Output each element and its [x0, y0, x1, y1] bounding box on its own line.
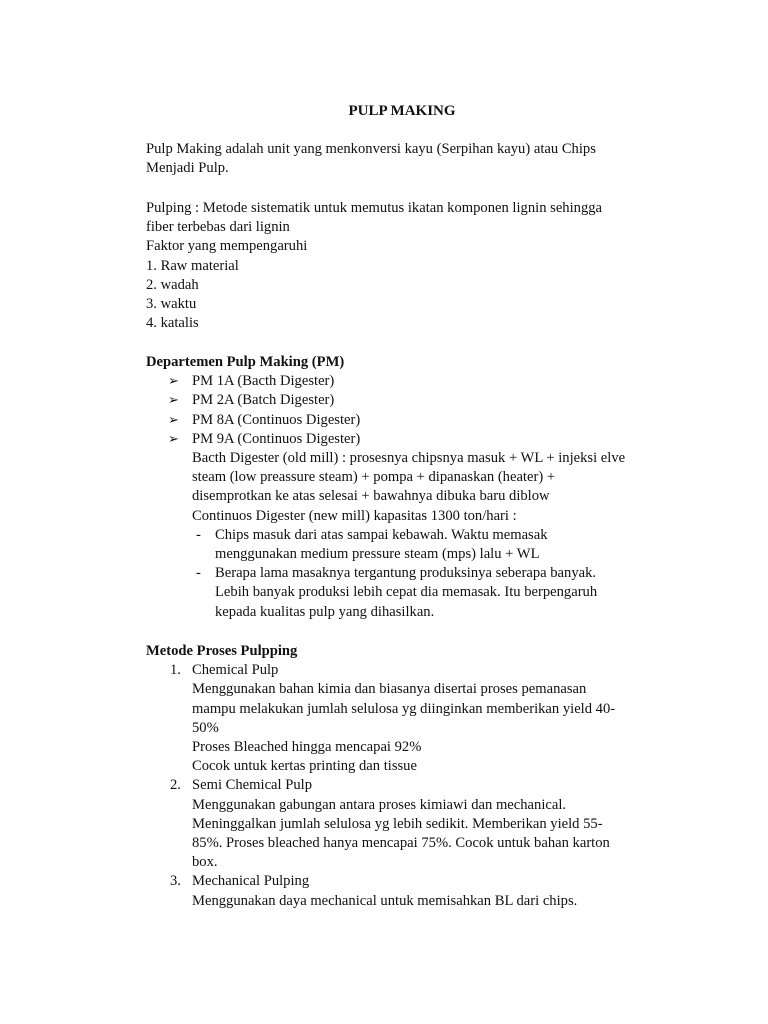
list-item: ➢ PM 1A (Bacth Digester) [146, 372, 666, 391]
text-line: Cocok untuk kertas printing dan tissue [192, 758, 417, 775]
text-line: disemprotkan ke atas selesai + bawahnya dibuka baru diblow [192, 488, 550, 505]
text-line: Pulp Making adalah unit yang menkonversi kayu (Serpihan kayu) atau Chips [146, 141, 596, 157]
arrow-bullet-icon: ➢ [168, 412, 179, 428]
list-item: ➢ PM 8A (Continuos Digester) [146, 411, 666, 430]
dash-item: - Berapa lama masaknya tergantung produksinya seberapa banyak. [146, 564, 666, 583]
item-title: Mechanical Pulping [192, 873, 310, 890]
text-line: Continuos Digester (new mill) kapasitas 1300 ton/hari : [192, 507, 517, 524]
text-line: 50% [192, 719, 219, 736]
numbered-item [146, 776, 666, 795]
item-number: 2. [170, 777, 181, 794]
text-line: Menjadi Pulp. [146, 160, 229, 177]
numbered-item [146, 661, 666, 680]
dash-bullet: - [196, 565, 201, 582]
numbered-item [146, 872, 666, 891]
arrow-bullet-icon: ➢ [168, 374, 179, 390]
section-heading: Metode Proses Pulpping [146, 643, 298, 659]
text-line: mampu melakukan jumlah selulosa yg diinginkan memberikan yield 40- [192, 700, 616, 717]
arrow-bullet-icon: ➢ [168, 393, 179, 409]
text-line: menggunakan medium pressure steam (mps) lalu + WL [215, 546, 540, 563]
text-line: Menggunakan bahan kimia dan biasanya disertai proses pemanasan [192, 681, 587, 698]
text-line: Pulping : Metode sistematik untuk memutus ikatan komponen lignin sehingga [146, 200, 603, 216]
text-line: steam (low preassure steam) + pompa + dipanaskan (heater) + [192, 469, 556, 486]
list-item: 2. wadah [146, 276, 199, 293]
text-line: 85%. Proses bleached hanya mencapai 75%. Cocok untuk bahan karton [192, 835, 610, 852]
pulping-section [146, 199, 666, 333]
item-title: Chemical Pulp [192, 662, 279, 679]
list-item: ➢ PM 2A (Batch Digester) [146, 391, 666, 410]
list-item: ➢ PM 9A (Continuos Digester) [146, 430, 666, 449]
text-line: Bacth Digester (old mill) : prosesnya chipsnya masuk + WL + injeksi elve [192, 450, 626, 467]
list-item: 1. Raw material [146, 257, 239, 274]
text-line: Proses Bleached hingga mencapai 92% [192, 739, 422, 756]
department-section [146, 353, 666, 622]
arrow-bullet-icon: ➢ [168, 431, 179, 447]
text-line: Menggunakan gabungan antara proses kimiawi dan mechanical. [192, 796, 567, 813]
item-number: 1. [170, 662, 181, 679]
text-line: Menggunakan daya mechanical untuk memisahkan BL dari chips. [192, 892, 578, 909]
intro-paragraph [146, 140, 666, 178]
list-item: 3. waktu [146, 296, 197, 313]
text-line: Lebih banyak produksi lebih cepat dia memasak. Itu berpengaruh [215, 584, 598, 601]
section-heading: Departemen Pulp Making (PM) [146, 354, 345, 370]
text-line: Faktor yang mempengaruhi [146, 238, 308, 255]
text-line: kepada kualitas pulp yang dihasilkan. [215, 603, 435, 620]
page-title: PULP MAKING [348, 103, 456, 119]
methods-section [146, 642, 666, 911]
text-line: box. [192, 854, 218, 871]
text-line: Meninggalkan jumlah selulosa yg lebih sedikit. Memberikan yield 55- [192, 815, 603, 832]
item-title: Semi Chemical Pulp [192, 777, 312, 794]
dash-bullet: - [196, 526, 201, 543]
dash-item: - Chips masuk dari atas sampai kebawah. Waktu memasak [146, 526, 666, 545]
text-line: fiber terbebas dari lignin [146, 219, 290, 236]
list-item: 4. katalis [146, 315, 199, 332]
item-number: 3. [170, 873, 181, 890]
